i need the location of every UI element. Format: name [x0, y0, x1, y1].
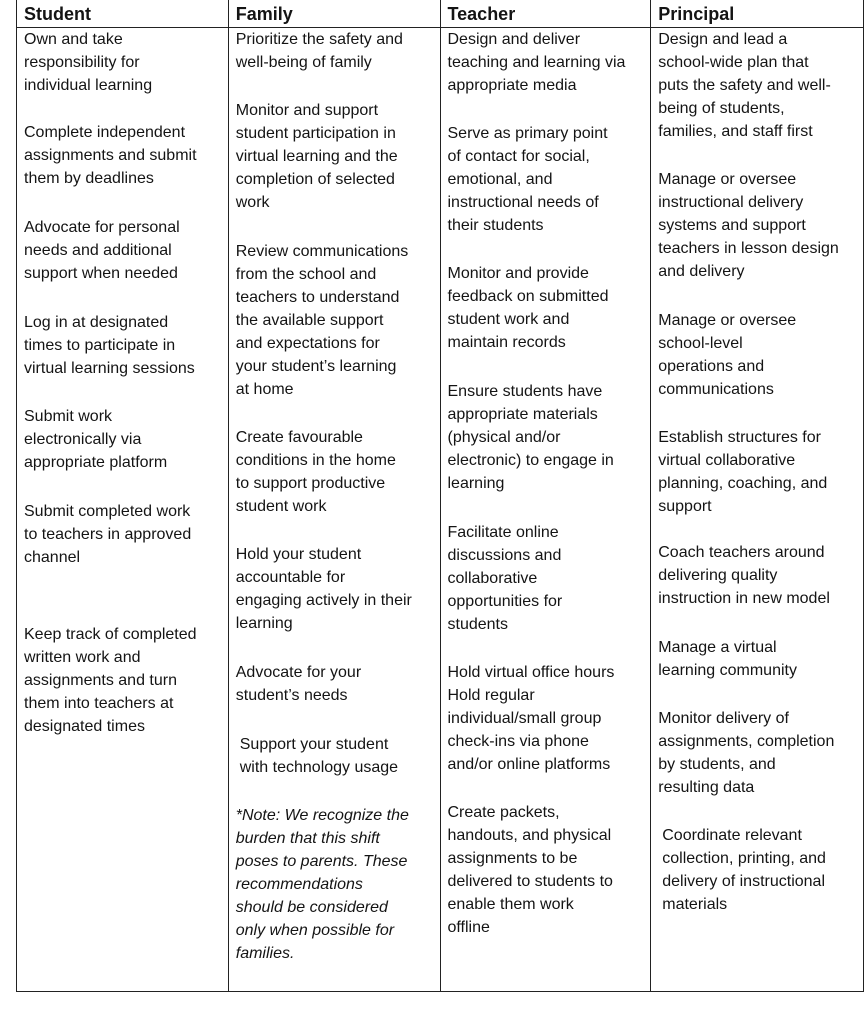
- family-item-1: Prioritize the safety and well-being of family: [235, 31, 403, 71]
- family-item-3: Review communications from the school and teachers to understand the available support and expectations for your student’s learning at home: [235, 243, 409, 398]
- principal-item-6: Manage a virtual learning community: [658, 639, 797, 679]
- column-header-family: Family: [229, 0, 440, 28]
- column-header-student: Student: [17, 0, 228, 28]
- student-item-7: Keep track of completed written work and assignments and turn them into teachers at designated times: [24, 626, 197, 735]
- teacher-item-2: Serve as primary point of contact for social, emotional, and instructional needs of their students: [447, 125, 608, 234]
- principal-item-8: Coordinate relevant collection, printing, and delivery of instructional materials: [662, 827, 826, 913]
- student-item-2: Complete independent assignments and submit them by deadlines: [24, 124, 197, 187]
- family-item-4: Create favourable conditions in the home to support productive student work: [235, 429, 396, 515]
- principal-item-1: Design and lead a school-wide plan that puts the safety and well- being of students, families, and staff first: [658, 31, 831, 140]
- column-teacher: [441, 0, 652, 991]
- roles-responsibilities-table: [16, 0, 864, 992]
- column-student: [17, 0, 229, 991]
- teacher-item-6: Hold virtual office hours Hold regular individual/small group check-ins via phone and/or online platforms: [447, 664, 615, 773]
- principal-item-4: Establish structures for virtual collaborative planning, coaching, and support: [658, 429, 828, 515]
- principal-item-5: Coach teachers around delivering quality instruction in new model: [658, 544, 830, 607]
- teacher-item-7: Create packets, handouts, and physical assignments to be delivered to students to enable them work offline: [447, 804, 613, 936]
- teacher-item-5: Facilitate online discussions and collaborative opportunities for students: [447, 524, 563, 633]
- family-item-7: Support your student with technology usage: [239, 736, 399, 776]
- column-header-principal: Principal: [651, 0, 863, 28]
- column-family: [229, 0, 441, 991]
- student-item-5: Submit work electronically via appropriate platform: [24, 408, 168, 471]
- teacher-item-3: Monitor and provide feedback on submitted student work and maintain records: [447, 265, 609, 351]
- column-principal: [651, 0, 864, 991]
- teacher-item-1: Design and deliver teaching and learning via appropriate media: [447, 31, 626, 94]
- family-item-6: Advocate for your student’s needs: [235, 664, 362, 704]
- student-item-4: Log in at designated times to participate in virtual learning sessions: [24, 314, 195, 377]
- student-item-3: Advocate for personal needs and additional support when needed: [24, 219, 180, 282]
- family-item-2: Monitor and support student participation in virtual learning and the completion of selected work: [235, 102, 398, 211]
- family-note: *Note: We recognize the burden that this shift poses to parents. These recommendations should be considered only when possible for families.: [235, 807, 409, 962]
- principal-item-3: Manage or oversee school-level operations and communications: [658, 312, 797, 398]
- student-item-6: Submit completed work to teachers in approved channel: [24, 503, 192, 566]
- student-item-1: Own and take responsibility for individual learning: [24, 31, 153, 94]
- family-item-5: Hold your student accountable for engaging actively in their learning: [235, 546, 412, 632]
- teacher-item-4: Ensure students have appropriate materials (physical and/or electronic) to engage in learning: [447, 383, 614, 492]
- principal-item-7: Monitor delivery of assignments, completion by students, and resulting data: [658, 710, 835, 796]
- column-header-teacher: Teacher: [441, 0, 651, 28]
- principal-item-2: Manage or oversee instructional delivery systems and support teachers in lesson design and delivery: [658, 171, 839, 280]
